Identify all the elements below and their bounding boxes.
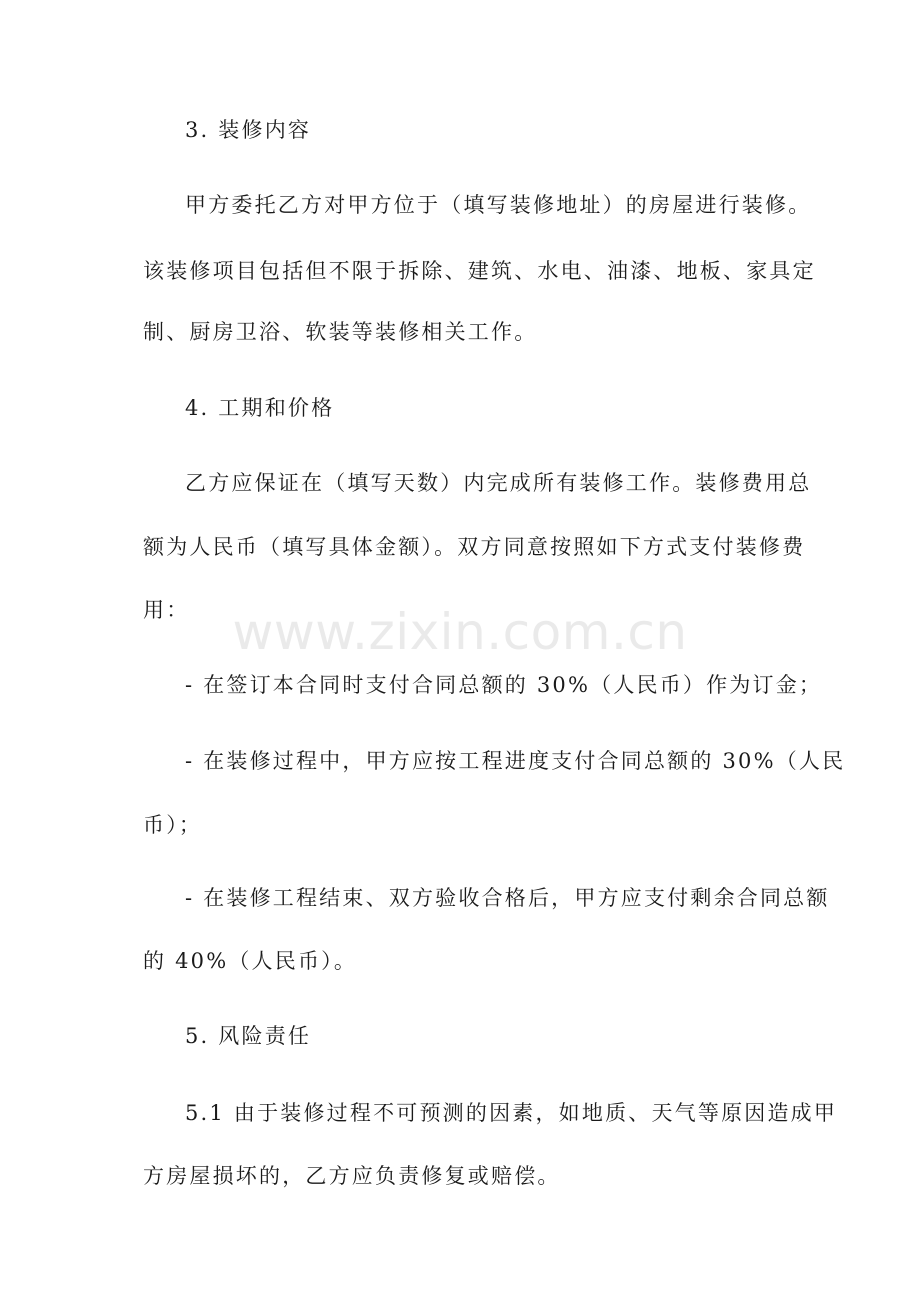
section-3-heading: 3. 装修内容 xyxy=(185,118,312,142)
payment-item-3-continued: 的 40%（人民币）。 xyxy=(143,949,358,973)
watermark-text: www.zixin.com.cn xyxy=(232,603,688,661)
clause-5-1-line: 5.1 由于装修过程不可预测的因素，如地质、天气等原因造成甲 xyxy=(185,1101,838,1125)
paragraph-line: 该装修项目包括但不限于拆除、建筑、水电、油漆、地板、家具定 xyxy=(143,259,816,283)
paragraph-line: 用： xyxy=(143,598,190,622)
payment-item-1: - 在签订本合同时支付合同总额的 30%（人民币）作为订金； xyxy=(185,673,823,697)
payment-item-2-continued: 币）； xyxy=(143,813,203,837)
section-5-heading: 5. 风险责任 xyxy=(185,1024,312,1048)
paragraph-line: 制、厨房卫浴、软装等装修相关工作。 xyxy=(143,320,538,344)
paragraph-line: 乙方应保证在（填写天数）内完成所有装修工作。装修费用总 xyxy=(185,471,812,495)
paragraph-line: 甲方委托乙方对甲方位于（填写装修地址）的房屋进行装修。 xyxy=(185,193,812,217)
section-4-heading: 4. 工期和价格 xyxy=(185,396,335,420)
paragraph-line: 额为人民币（填写具体金额）。双方同意按照如下方式支付装修费 xyxy=(143,535,806,559)
clause-5-1-line-continued: 方房屋损坏的，乙方应负责修复或赔偿。 xyxy=(143,1164,561,1188)
payment-item-2: - 在装修过程中，甲方应按工程进度支付合同总额的 30%（人民 xyxy=(185,749,846,773)
payment-item-3: - 在装修工程结束、双方验收合格后，甲方应支付剩余合同总额 xyxy=(185,886,830,910)
